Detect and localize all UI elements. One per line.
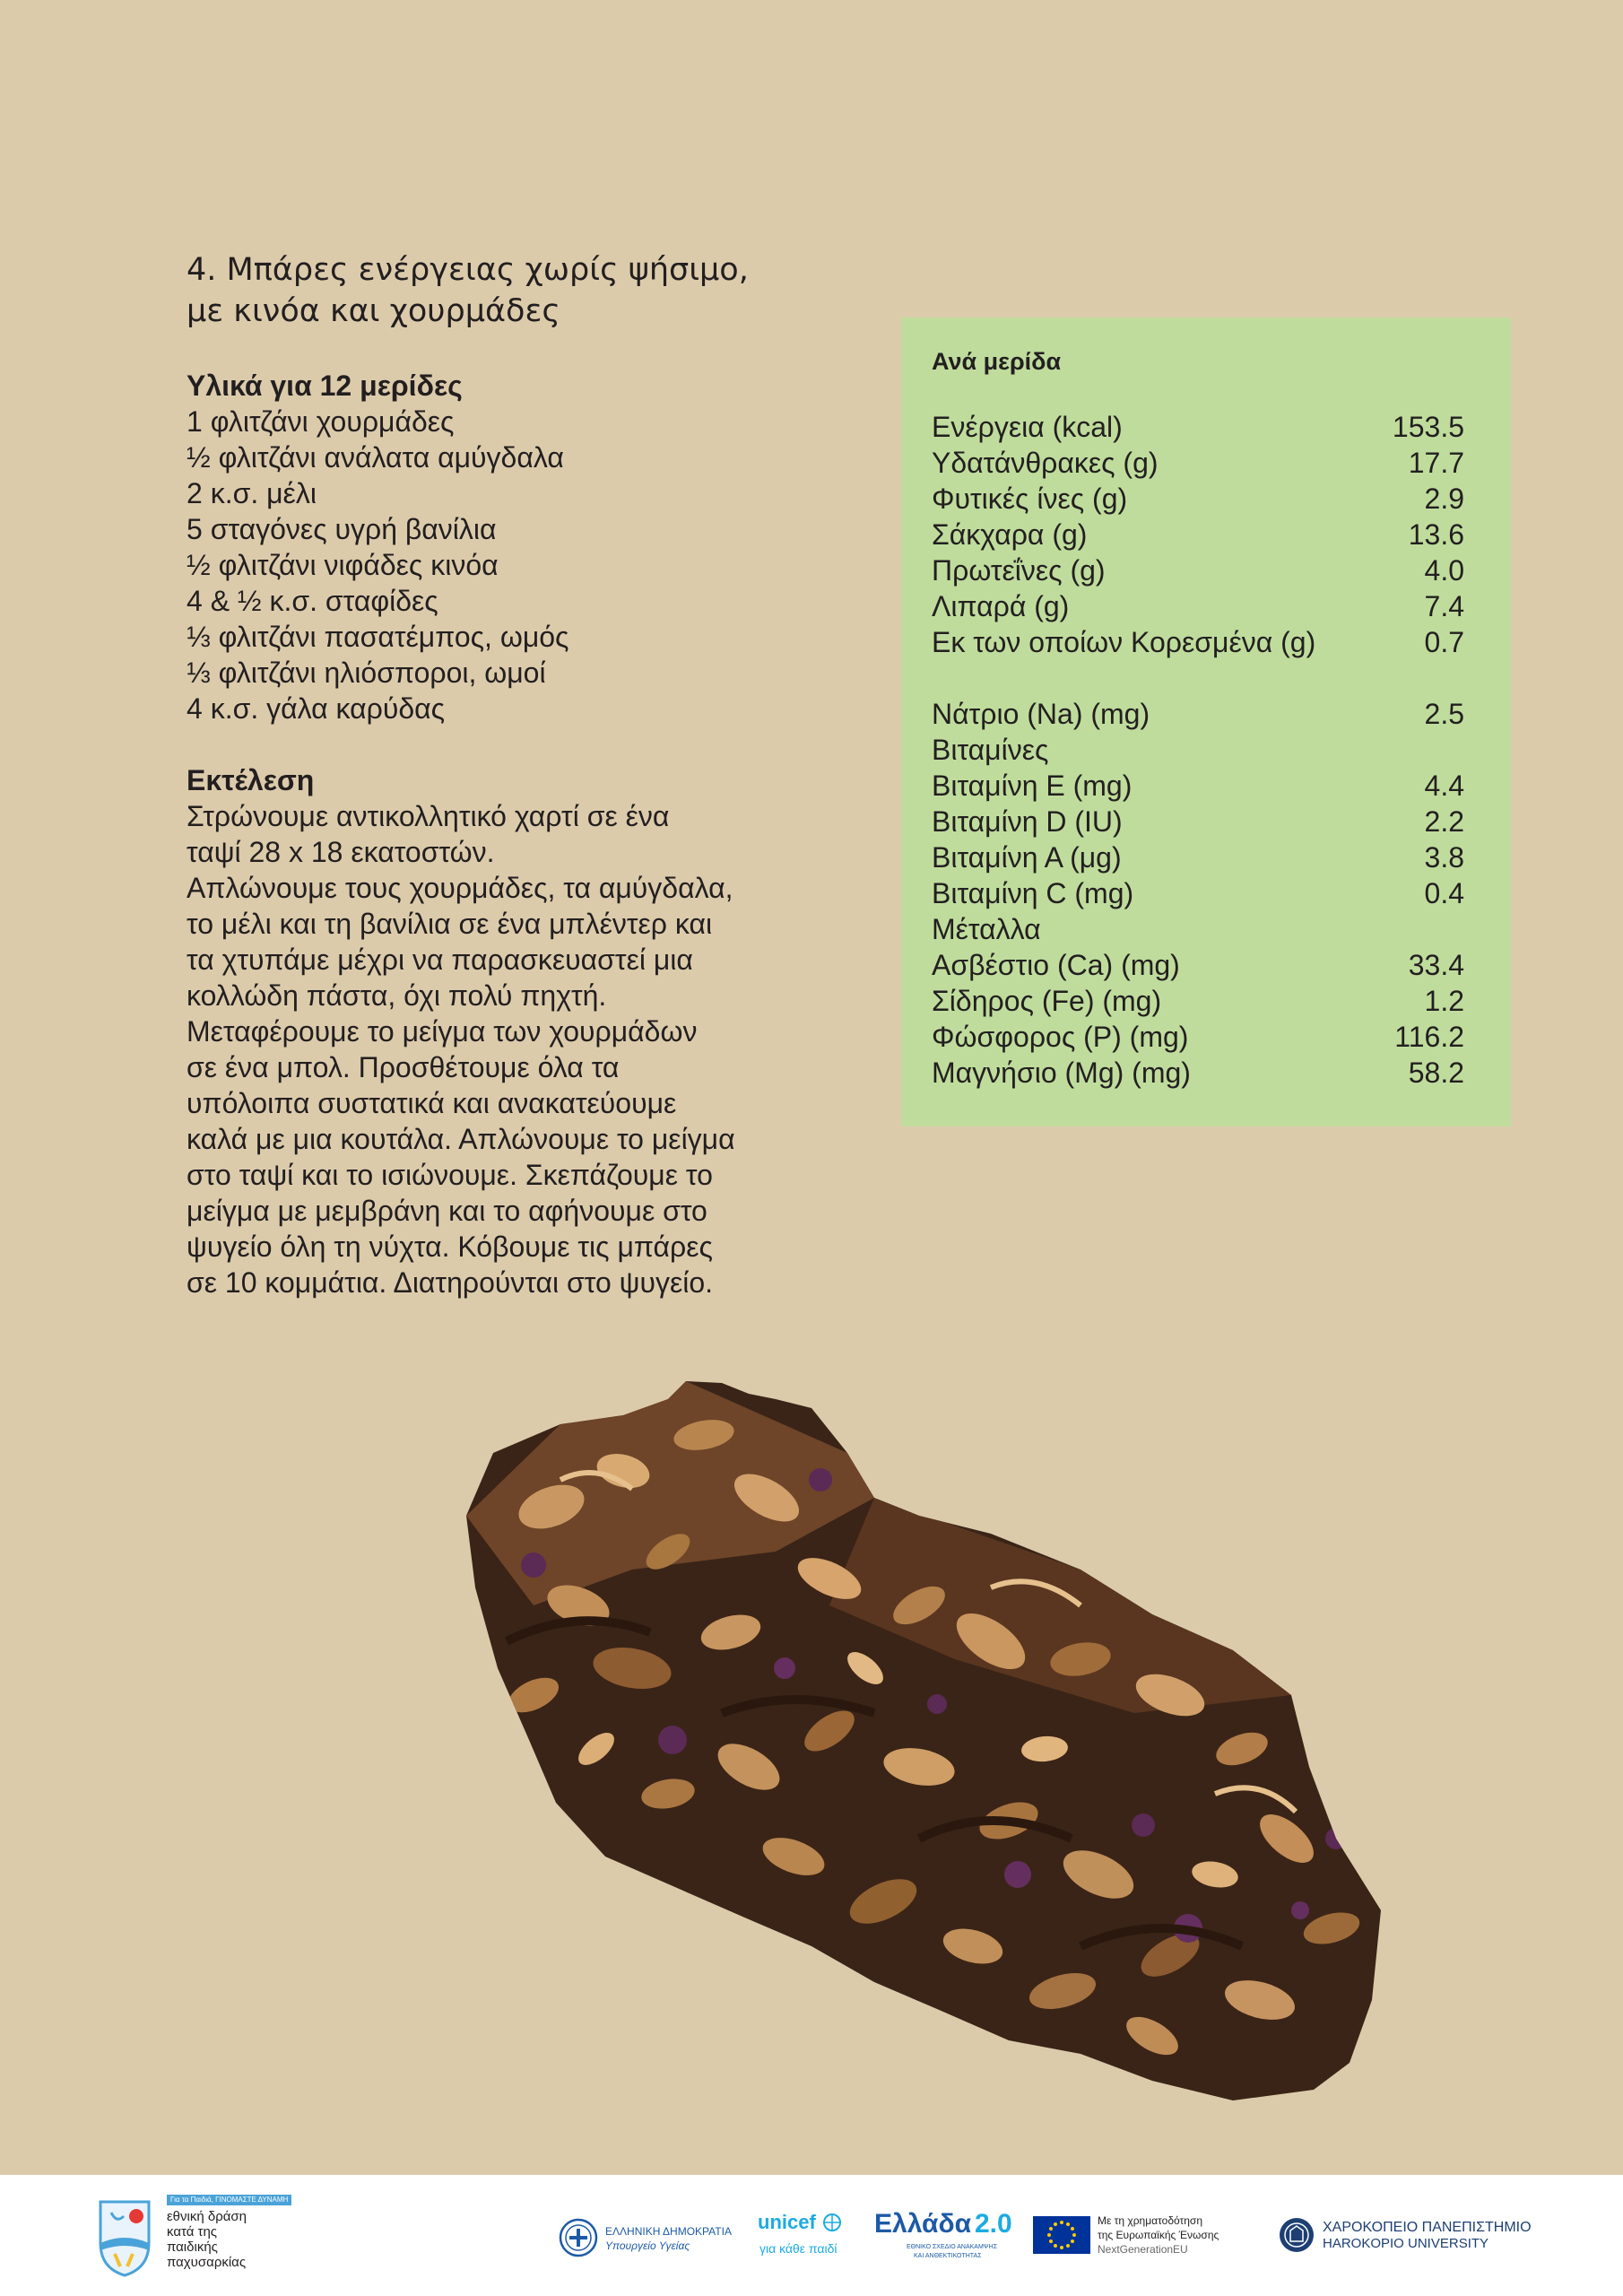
recipe-title-line-1: 4. Μπάρες ενέργειας χωρίς ψήσιμο, bbox=[187, 252, 749, 288]
nutrition-row bbox=[932, 552, 1464, 588]
unicef-globe-icon bbox=[822, 2213, 842, 2232]
nutrition-label: Μαγνήσιο (Mg) (mg) bbox=[932, 1057, 1191, 1089]
recipe-title-line-2: με κινόα και χουρμάδες bbox=[187, 293, 560, 329]
nutrition-label: Βιταμίνη D (IU) bbox=[932, 805, 1123, 838]
eu-line-1: Με τη χρηματοδότηση bbox=[1098, 2214, 1202, 2227]
national-action-line: παιδικής bbox=[167, 2239, 218, 2255]
nutrition-value: 33.4 bbox=[1408, 949, 1464, 981]
national-action-line: κατά της bbox=[167, 2224, 218, 2239]
ingredient-item: ½ φλιτζάνι νιφάδες κινόα bbox=[187, 549, 499, 581]
recipe-title bbox=[187, 249, 904, 332]
greece20-number: 2.0 bbox=[975, 2209, 1012, 2239]
unicef-name: unicef bbox=[758, 2211, 816, 2233]
method-heading: Εκτέλεση bbox=[187, 764, 315, 796]
nutrition-row bbox=[932, 1019, 1464, 1055]
ministry-line-1: ΕΛΛΗΝΙΚΗ ΔΗΜΟΚΡΑΤΙΑ bbox=[605, 2225, 732, 2238]
nutrition-row bbox=[932, 804, 1464, 839]
unicef-tagline: για κάθε παιδί bbox=[759, 2241, 838, 2256]
nutrition-label: Βιταμίνη Α (μg) bbox=[932, 841, 1122, 874]
ingredient-item: ½ φλιτζάνι ανάλατα αμύγδαλα bbox=[187, 441, 564, 474]
nutrition-value: 2.5 bbox=[1424, 698, 1464, 730]
ministry-line-2: Υπουργείο Υγείας bbox=[605, 2239, 690, 2252]
nutrition-row bbox=[932, 768, 1464, 804]
method-line: Στρώνουμε αντικολλητικό χαρτί σε ένα bbox=[187, 800, 670, 832]
nutrition-label: Βιταμίνη C (mg) bbox=[932, 877, 1134, 909]
ingredient-item: 4 κ.σ. γάλα καρύδας bbox=[187, 692, 446, 725]
nutrition-spacer bbox=[932, 660, 1464, 696]
nutrition-value: 1.2 bbox=[1424, 985, 1464, 1017]
eu-line-2: της Ευρωπαϊκής Ένωσης bbox=[1098, 2229, 1219, 2241]
method-line: υπόλοιπα συστατικά και ανακατεύουμε bbox=[187, 1087, 677, 1119]
nutrition-value: 13.6 bbox=[1408, 518, 1464, 551]
nutrition-row bbox=[932, 839, 1464, 875]
nutrition-row bbox=[932, 696, 1464, 732]
greece20-sub-line-1: ΕΘΝΙΚΟ ΣΧΕΔΙΟ ΑΝΑΚΑΜΨΗΣ bbox=[907, 2244, 998, 2250]
nutrition-value: 153.5 bbox=[1392, 411, 1464, 443]
unicef-logo bbox=[758, 2211, 856, 2265]
ingredients-heading: Υλικά για 12 μερίδες bbox=[187, 370, 463, 402]
nutrition-rows bbox=[932, 409, 1464, 1091]
footer-logos bbox=[0, 2175, 1623, 2296]
nutrition-label: Ασβέστιο (Ca) (mg) bbox=[932, 949, 1180, 981]
eu-flag-icon bbox=[1033, 2216, 1090, 2254]
nutrition-row bbox=[932, 947, 1464, 983]
method-line: το μέλι και τη βανίλια σε ένα μπλέντερ και bbox=[187, 908, 713, 940]
greece-2-0-logo bbox=[874, 2209, 1018, 2265]
nutrition-label: Φώσφορος (P) (mg) bbox=[932, 1021, 1189, 1053]
nutrition-label: Πρωτεΐνες (g) bbox=[932, 554, 1106, 587]
nutrition-row bbox=[932, 481, 1464, 517]
national-action-tag: Για τα Παιδιά, ΓΙΝΟΜΑΣΤΕ ΔΥΝΑΜΗ bbox=[167, 2195, 291, 2205]
nutrition-value: 3.8 bbox=[1424, 841, 1464, 874]
nutrition-label: Φυτικές ίνες (g) bbox=[932, 483, 1128, 515]
hellenic-republic-emblem-icon bbox=[559, 2218, 598, 2257]
method-line: Μεταφέρουμε το μείγμα των χουρμάδων bbox=[187, 1015, 698, 1048]
nutrition-row bbox=[932, 1055, 1464, 1091]
nutrition-label: Υδατάνθρακες (g) bbox=[932, 447, 1159, 479]
nutrition-section-label: Μέταλλα bbox=[932, 913, 1041, 945]
harokopio-seal-icon bbox=[1278, 2216, 1315, 2254]
nutrition-value: 2.2 bbox=[1424, 805, 1464, 838]
ingredient-item: ⅓ φλιτζάνι ηλιόσποροι, ωμοί bbox=[187, 657, 546, 689]
eu-funding-logo bbox=[1033, 2213, 1266, 2263]
nutrition-value: 4.4 bbox=[1424, 770, 1464, 802]
greece20-word: Ελλάδα bbox=[874, 2209, 972, 2239]
university-name-en: HAROKOPIO UNIVERSITY bbox=[1323, 2236, 1489, 2251]
nutrition-row bbox=[932, 445, 1464, 481]
nutrition-label: Ενέργεια (kcal) bbox=[932, 411, 1123, 443]
university-name-gr: ΧΑΡΟΚΟΠΕΙΟ ΠΑΝΕΠΙΣΤΗΜΙΟ bbox=[1323, 2220, 1532, 2235]
national-action-line: εθνική δράση bbox=[167, 2209, 247, 2224]
nutrition-label: Νάτριο (Na) (mg) bbox=[932, 698, 1150, 730]
nutrition-section bbox=[932, 732, 1464, 768]
nutrition-value: 58.2 bbox=[1408, 1057, 1464, 1089]
nutrition-label: Εκ των οποίων Κορεσμένα (g) bbox=[932, 626, 1316, 658]
nutrition-row bbox=[932, 624, 1464, 660]
nutrition-section bbox=[932, 911, 1464, 947]
nutrition-row bbox=[932, 517, 1464, 552]
recipe-text bbox=[187, 368, 832, 1300]
method-line: Απλώνουμε τους χουρμάδες, τα αμύγδαλα, bbox=[187, 872, 733, 904]
national-action-logo bbox=[97, 2195, 289, 2279]
method-line: κολλώδη πάστα, όχι πολύ πηχτή. bbox=[187, 979, 607, 1012]
method-line: μείγμα με μεμβράνη και το αφήνουμε στο bbox=[187, 1195, 707, 1227]
ingredient-item: 1 φλιτζάνι χουρμάδες bbox=[187, 405, 455, 438]
nutrition-panel bbox=[901, 317, 1511, 1126]
ingredient-item: 4 & ½ κ.σ. σταφίδες bbox=[187, 585, 438, 617]
nutrition-row bbox=[932, 588, 1464, 624]
eu-line-3: NextGenerationEU bbox=[1098, 2243, 1188, 2256]
national-action-text bbox=[167, 2209, 247, 2270]
nutrition-value: 0.4 bbox=[1424, 877, 1464, 909]
ingredient-item: 5 σταγόνες υγρή βανίλια bbox=[187, 513, 497, 545]
nutrition-row bbox=[932, 875, 1464, 911]
method-line: σε ένα μπολ. Προσθέτουμε όλα τα bbox=[187, 1051, 620, 1083]
method-line: τα χτυπάμε μέχρι να παρασκευαστεί μια bbox=[187, 944, 693, 976]
harokopio-university-logo bbox=[1278, 2214, 1547, 2259]
nutrition-value: 0.7 bbox=[1424, 626, 1464, 658]
method-line: σε 10 κομμάτια. Διατηρούνται στο ψυγείο. bbox=[187, 1266, 714, 1299]
nutrition-heading: Ανά μερίδα bbox=[932, 348, 1062, 375]
nutrition-label: Σάκχαρα (g) bbox=[932, 518, 1088, 551]
nutrition-label: Σίδηρος (Fe) (mg) bbox=[932, 985, 1162, 1017]
ingredient-item: ⅓ φλιτζάνι πασατέμπος, ωμός bbox=[187, 621, 569, 653]
nutrition-value: 17.7 bbox=[1408, 447, 1464, 479]
nutrition-value: 116.2 bbox=[1394, 1021, 1464, 1053]
nutrition-value: 4.0 bbox=[1424, 554, 1464, 587]
ingredient-item: 2 κ.σ. μέλι bbox=[187, 477, 317, 509]
nutrition-section-label: Βιταμίνες bbox=[932, 734, 1049, 766]
nutrition-value: 7.4 bbox=[1424, 590, 1464, 622]
greece20-sub-line-2: ΚΑΙ ΑΝΘΕΚΤΙΚΟΤΗΤΑΣ bbox=[914, 2253, 982, 2259]
method-line: στο ταψί και το ισιώνουμε. Σκεπάζουμε το bbox=[187, 1159, 713, 1191]
nutrition-value: 2.9 bbox=[1424, 483, 1464, 515]
nutrition-row bbox=[932, 409, 1464, 445]
method-line: ψυγείο όλη τη νύχτα. Κόβουμε τις μπάρες bbox=[187, 1231, 713, 1263]
method-line: ταψί 28 x 18 εκατοστών. bbox=[187, 836, 495, 868]
method-line: καλά με μια κουτάλα. Απλώνουμε το μείγμα bbox=[187, 1123, 735, 1155]
nutrition-label: Λιπαρά (g) bbox=[932, 590, 1070, 622]
ministry-of-health-logo bbox=[559, 2218, 738, 2259]
nutrition-row bbox=[932, 983, 1464, 1019]
nutrition-label: Βιταμίνη Ε (mg) bbox=[932, 770, 1133, 802]
national-action-emblem-icon bbox=[97, 2196, 152, 2277]
energy-bar-illustration bbox=[453, 1372, 1390, 2108]
national-action-line: παχυσαρκίας bbox=[167, 2255, 247, 2270]
